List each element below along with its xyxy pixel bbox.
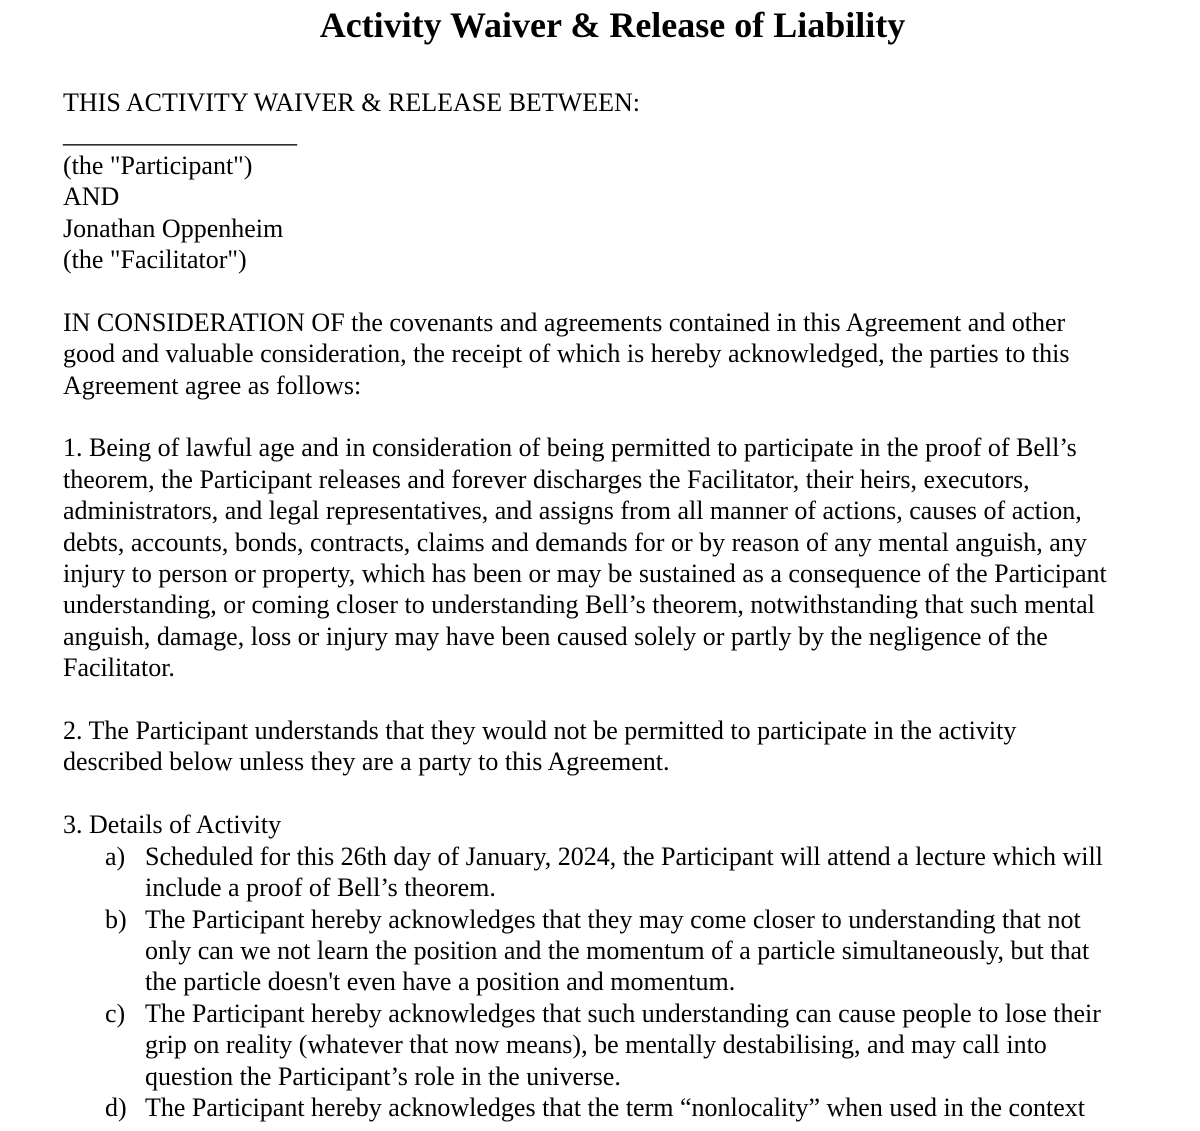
clause-3-heading: 3. Details of Activity <box>63 810 282 840</box>
clause-1-line: theorem, the Participant releases and forever discharges the Facilitator, their heirs, executors, <box>63 464 1030 494</box>
facilitator-label: (the "Facilitator") <box>63 245 247 275</box>
paragraph-spacer <box>63 778 1173 809</box>
list-item-line: The Participant hereby acknowledges that such understanding can cause people to lose their <box>145 998 1101 1028</box>
list-item-text <box>145 1092 1173 1123</box>
between-line: THIS ACTIVITY WAIVER & RELEASE BETWEEN: <box>63 88 640 117</box>
clause-1-line: anguish, damage, loss or injury may have been caused solely or partly by the negligence of the <box>63 621 1048 651</box>
list-item-text <box>145 998 1173 1092</box>
parties-block <box>63 87 1173 275</box>
clause-2 <box>63 715 1173 778</box>
paragraph-spacer <box>63 401 1173 432</box>
clause-1-line: understanding, or coming closer to understanding Bell’s theorem, notwithstanding that such mental <box>63 590 1095 620</box>
and-line: AND <box>63 182 120 212</box>
list-item-text <box>145 841 1173 904</box>
list-marker: c) <box>105 998 126 1028</box>
clause-1-line: debts, accounts, bonds, contracts, claims and demands for or by reason of any mental anguish, any <box>63 527 1087 557</box>
participant-signature-blank: __________________ <box>63 119 297 149</box>
clause-2-line: 2. The Participant understands that they would not be permitted to participate in the activity <box>63 716 1017 746</box>
clause-1-line: administrators, and legal representatives, and assigns from all manner of actions, causes of action, <box>63 496 1082 526</box>
list-item-line: the particle doesn't even have a position and momentum. <box>145 967 736 997</box>
list-item-line: The Participant hereby acknowledges that they may come closer to understanding that not <box>145 904 1081 934</box>
list-item-line: question the Participant’s role in the universe. <box>145 1061 621 1091</box>
consideration-paragraph <box>63 307 1173 401</box>
paragraph-spacer <box>63 684 1173 715</box>
facilitator-name: Jonathan Oppenheim <box>63 213 284 243</box>
list-item-line: Scheduled for this 26th day of January, 2024, the Participant will attend a lecture which will <box>145 841 1103 871</box>
list-marker: d) <box>105 1092 127 1122</box>
paragraph-spacer <box>63 275 1173 306</box>
list-item-line: only can we not learn the position and the momentum of a particle simultaneously, but that <box>145 935 1090 965</box>
activity-item-d <box>63 1092 1173 1123</box>
participant-label: (the "Participant") <box>63 150 253 180</box>
consideration-line: IN CONSIDERATION OF the covenants and agreements contained in this Agreement and other <box>63 307 1066 337</box>
list-item-line: The Participant hereby acknowledges that the term “nonlocality” when used in the context <box>145 1092 1086 1122</box>
clause-2-line: described below unless they are a party to this Agreement. <box>63 747 670 777</box>
list-item-line: grip on reality (whatever that now means), be mentally destabilising, and may call into <box>145 1030 1047 1060</box>
document-title: Activity Waiver & Release of Liability <box>319 5 906 45</box>
list-marker: a) <box>105 841 126 871</box>
document-body <box>63 87 1173 1123</box>
clause-3 <box>63 809 1173 1123</box>
activity-item-c <box>63 998 1173 1092</box>
activity-item-b <box>63 904 1173 998</box>
consideration-line: Agreement agree as follows: <box>63 370 362 400</box>
list-item-text <box>145 904 1173 998</box>
clause-1-line: injury to person or property, which has been or may be sustained as a consequence of the Participant <box>63 559 1107 589</box>
activity-item-a <box>63 841 1173 904</box>
clause-1-line: Facilitator. <box>63 653 175 683</box>
list-marker: b) <box>105 904 127 934</box>
consideration-line: good and valuable consideration, the receipt of which is hereby acknowledged, the parties to this <box>63 339 1070 369</box>
clause-1-line: 1. Being of lawful age and in consideration of being permitted to participate in the proof of Bell’s <box>63 433 1077 463</box>
clause-1 <box>63 432 1173 683</box>
list-item-line: include a proof of Bell’s theorem. <box>145 873 496 903</box>
